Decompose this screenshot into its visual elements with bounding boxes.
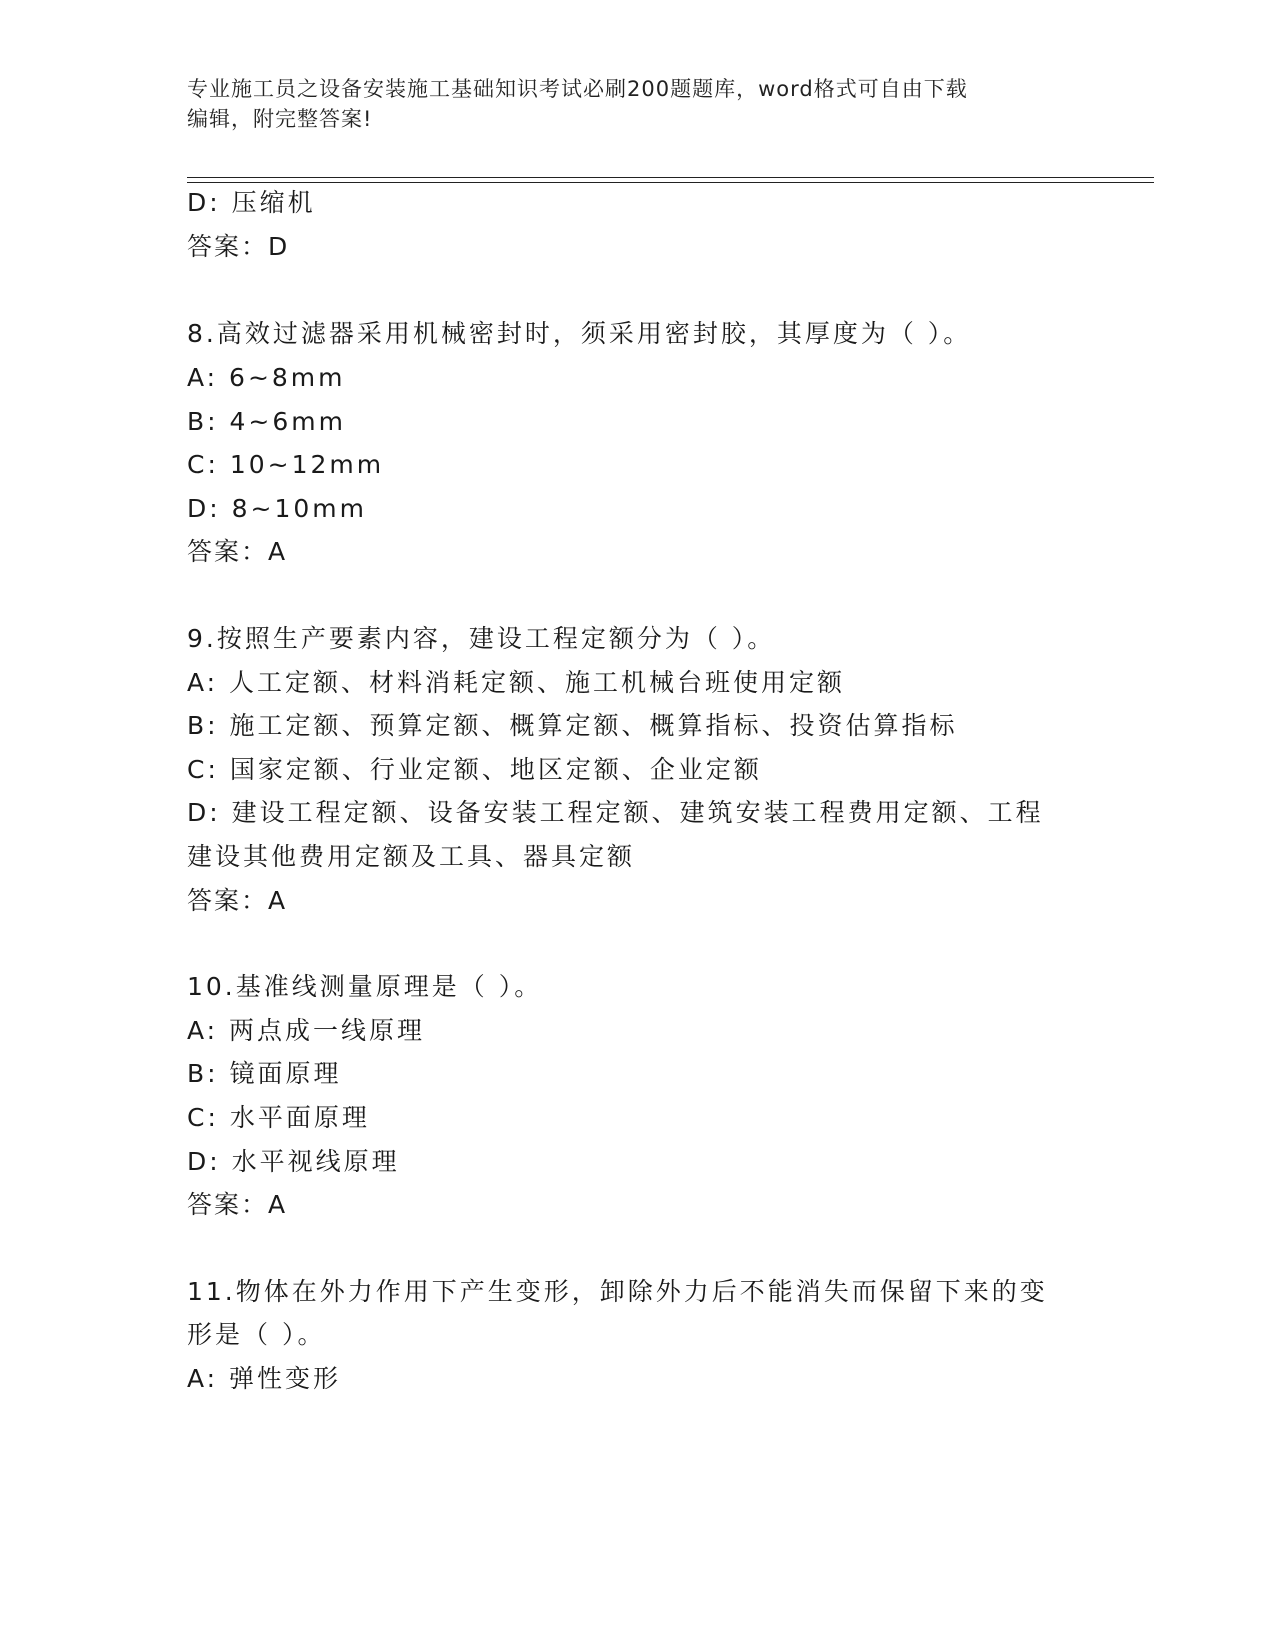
option-b: B: 镜面原理 <box>187 1059 342 1088</box>
question-10: 10.基准线测量原理是（ ）。 <box>187 972 543 1001</box>
option-c: C: 水平面原理 <box>187 1103 370 1132</box>
option-d: D: 压缩机 <box>187 188 316 217</box>
header-rule-bottom <box>187 182 1154 183</box>
option-d: D: 建设工程定额、设备安装工程定额、建筑安装工程费用定额、工程 <box>187 798 1044 827</box>
document-header <box>187 74 1087 134</box>
option-d-continued: 建设其他费用定额及工具、器具定额 <box>187 842 636 871</box>
option-d: D: 水平视线原理 <box>187 1147 400 1176</box>
question-11-continued: 形是（ ）。 <box>187 1320 326 1349</box>
option-a: A: 人工定额、材料消耗定额、施工机械台班使用定额 <box>187 668 846 697</box>
header-line-1: 专业施工员之设备安装施工基础知识考试必刷200题题库，word格式可自由下载 <box>187 77 968 101</box>
option-a: A: 6~8mm <box>187 363 346 392</box>
question-8: 8.高效过滤器采用机械密封时，须采用密封胶，其厚度为（ ）。 <box>187 319 972 348</box>
option-c: C: 国家定额、行业定额、地区定额、企业定额 <box>187 755 762 784</box>
question-11: 11.物体在外力作用下产生变形，卸除外力后不能消失而保留下来的变 <box>187 1277 1048 1306</box>
option-b: B: 4~6mm <box>187 407 346 436</box>
header-line-2: 编辑，附完整答案! <box>187 107 373 131</box>
option-a: A: 弹性变形 <box>187 1364 342 1393</box>
answer: 答案：A <box>187 1190 288 1219</box>
answer: 答案：A <box>187 537 288 566</box>
answer: 答案：D <box>187 232 290 261</box>
header-rule-top <box>187 177 1154 178</box>
option-b: B: 施工定额、预算定额、概算定额、概算指标、投资估算指标 <box>187 711 958 740</box>
answer: 答案：A <box>187 886 288 915</box>
question-9: 9.按照生产要素内容，建设工程定额分为（ ）。 <box>187 624 776 653</box>
option-a: A: 两点成一线原理 <box>187 1016 426 1045</box>
option-c: C: 10~12mm <box>187 450 385 479</box>
option-d: D: 8~10mm <box>187 494 367 523</box>
